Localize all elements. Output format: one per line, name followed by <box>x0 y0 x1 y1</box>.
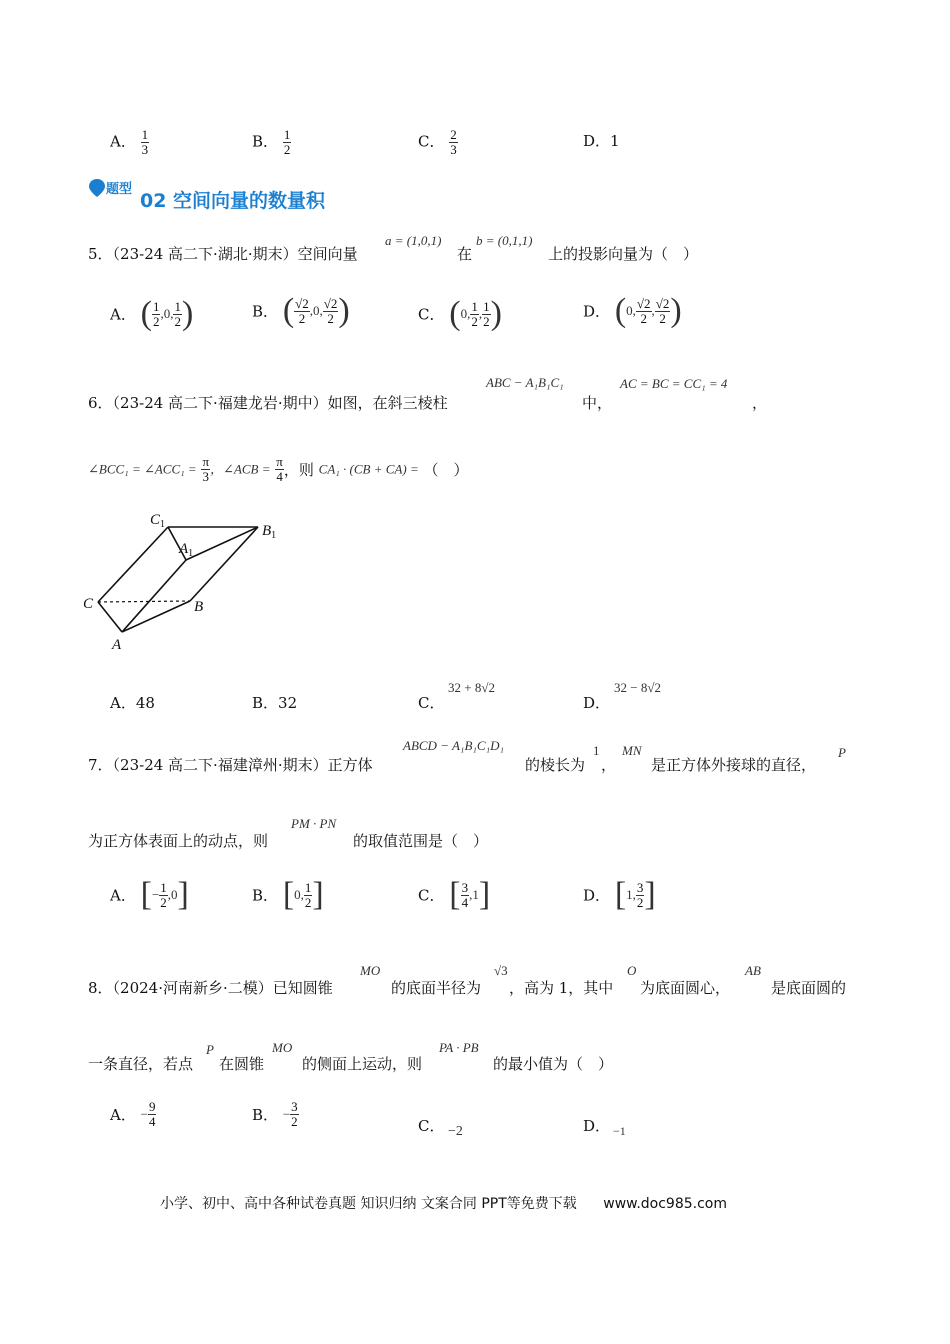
q5-option-c: C． (0, $\frac{1}{2}$ , $\frac{1}{2}$ ) <box>418 295 502 332</box>
option-label: A． <box>110 1106 136 1124</box>
dot-product-expr: CA₁ · (CB + CA) = <box>318 461 419 477</box>
option-label: A． <box>110 132 136 151</box>
numerator: 1 <box>283 127 291 142</box>
numerator: √2 <box>636 295 651 311</box>
denominator: 4 <box>148 1114 156 1129</box>
q7-option-c: C． [ $\frac{3}{4}$ ,1] <box>418 876 491 913</box>
bound: 1 <box>472 887 479 902</box>
fraction <box>449 128 458 157</box>
numerator: 3 <box>461 879 469 895</box>
option-value: 32 − 8√2 <box>614 680 661 695</box>
option-label: D． <box>583 694 611 712</box>
numerator: 2 <box>450 127 457 142</box>
denominator: 2 <box>471 313 478 329</box>
coordinate: 0 <box>163 306 171 321</box>
q6-option-a <box>110 692 155 713</box>
question-text: 为底面圆心， <box>640 979 731 997</box>
footer-link[interactable]: www.doc985.com <box>603 1196 727 1212</box>
option-value: 32 <box>278 694 298 712</box>
q8-option-a <box>110 1100 156 1129</box>
option-label: C． <box>418 886 445 905</box>
numerator: 1 <box>152 298 160 314</box>
edge-length: 1 <box>593 743 600 758</box>
question-text: ，高为 1，其中 <box>509 979 614 997</box>
location-pin-icon <box>88 178 106 198</box>
denominator: 2 <box>483 313 490 329</box>
numerator: 1 <box>483 298 490 314</box>
answer-blank: （ ） <box>423 461 469 479</box>
question-text: 的侧面上运动，则 <box>302 1055 423 1073</box>
question-text: 的棱长为 <box>525 756 586 774</box>
q8-option-b <box>252 1100 299 1129</box>
q6-option-b <box>252 692 297 713</box>
coordinate: 0 <box>626 303 633 318</box>
bound: 1 <box>626 887 633 902</box>
option-label: C． <box>418 694 445 712</box>
denominator: 2 <box>636 894 644 910</box>
question-text: 在 <box>457 245 473 263</box>
numerator: 1 <box>141 127 149 142</box>
denominator: 3 <box>450 142 457 157</box>
q7-option-a: A． [− $\frac{1}{2}$ ,0] <box>110 876 189 913</box>
q4-option-c <box>418 128 458 157</box>
q7-option-b: B． [0, $\frac{1}{2}$ ] <box>252 876 324 913</box>
denominator: 2 <box>659 310 666 326</box>
denominator: 2 <box>174 313 181 329</box>
dot-product-expr: PM · PN <box>291 816 337 831</box>
option-label: C． <box>418 305 445 324</box>
option-label: B． <box>252 886 279 905</box>
numerator: π <box>276 454 283 469</box>
coordinate: 0 <box>313 303 320 318</box>
q4-option-a <box>110 128 149 157</box>
option-label: B． <box>252 302 279 321</box>
option-label: D． <box>583 302 611 321</box>
minus-sign: − <box>282 1106 291 1122</box>
q6-option-d <box>583 692 610 713</box>
denominator: 2 <box>304 894 312 910</box>
question-text: ， <box>601 756 617 774</box>
angle-expr: ∠BCC₁ = ∠ACC₁ = <box>88 461 197 477</box>
question-text: 上的投影向量为（ ） <box>548 245 699 263</box>
q4-option-d <box>583 130 620 151</box>
angle-expr: ，∠ACB = <box>210 461 271 477</box>
question-text: 的底面半径为 <box>391 979 482 997</box>
q8-option-d <box>583 1115 610 1136</box>
denominator: 3 <box>202 469 209 484</box>
fraction <box>283 128 292 157</box>
question-5 <box>88 243 358 264</box>
denominator: 2 <box>283 142 291 157</box>
option-label: A． <box>110 305 136 324</box>
numerator: 1 <box>174 298 181 314</box>
label-b: B <box>194 599 204 615</box>
condition-expr: AC = BC = CC₁ = 4 <box>620 376 728 391</box>
prism-label: ABC − A₁B₁C₁ <box>486 375 564 390</box>
vector-b: b = (0,1,1) <box>476 233 533 248</box>
numerator: 1 <box>304 879 312 895</box>
denominator: 2 <box>291 1114 298 1129</box>
radius-value: √3 <box>494 963 508 978</box>
numerator: π <box>202 454 210 469</box>
option-label: B． <box>252 1106 279 1124</box>
question-text: ，则 <box>283 461 314 479</box>
label-c: C <box>83 596 94 612</box>
question-text: 的取值范围是（ ） <box>353 832 489 850</box>
option-label: C． <box>418 132 445 151</box>
numerator: 3 <box>636 879 644 895</box>
prism-figure <box>80 505 290 655</box>
question-text: 是底面圆的 <box>771 979 847 997</box>
option-label: D． <box>583 886 611 905</box>
option-label: A． <box>110 694 136 712</box>
cone-label: MO <box>360 963 381 978</box>
numerator: 9 <box>148 1099 156 1114</box>
q8-option-c <box>418 1115 444 1136</box>
question-8-text: 8．（2024·河南新乡·二模）已知圆锥 <box>88 979 333 997</box>
question-text: 一条直径，若点 <box>88 1055 194 1073</box>
option-label: D． <box>583 1117 611 1135</box>
cube-label: ABCD − A₁B₁C₁D₁ <box>403 738 504 753</box>
numerator: 3 <box>291 1099 298 1114</box>
denominator: 2 <box>298 310 306 326</box>
question-text: 5．（23-24 高二下·湖北·期末）空间向量 <box>88 245 358 263</box>
option-value: 1 <box>610 132 620 150</box>
option-label: C． <box>418 1117 445 1135</box>
vector-a <box>385 233 441 249</box>
question-text: 中， <box>582 394 613 412</box>
denominator: 2 <box>160 894 167 910</box>
cone-label: MO <box>272 1040 293 1055</box>
option-value: 48 <box>135 694 155 712</box>
point-label: P <box>838 745 846 760</box>
label-c1: $C_1$ <box>150 512 166 530</box>
segment-label: MN <box>622 743 642 758</box>
bound: 0 <box>294 887 301 902</box>
page-footer <box>160 1193 727 1213</box>
minus-sign: − <box>140 1106 148 1122</box>
segment-label: AB <box>745 963 761 978</box>
footer-text: 小学、初中、高中各种试卷真题 知识归纳 文案合同 PPT等免费下载 <box>160 1196 577 1212</box>
question-text: 在圆锥 <box>219 1055 265 1073</box>
numerator: √2 <box>295 295 309 311</box>
option-value: −2 <box>448 1124 463 1139</box>
option-value: −1 <box>613 1124 626 1138</box>
label-a: A <box>112 637 122 653</box>
q4-option-b <box>252 128 291 157</box>
denominator: 2 <box>152 313 160 329</box>
bound: 0 <box>171 887 178 902</box>
option-label: D． <box>583 132 611 150</box>
numerator: 1 <box>471 298 478 314</box>
coordinate: 0 <box>460 306 468 321</box>
point-label: O <box>627 963 637 978</box>
q5-option-a: A． ( $\frac{1}{2}$ ,0, $\frac{1}{2}$ ) <box>110 295 194 332</box>
option-value: 32 + 8√2 <box>448 680 495 695</box>
denominator: 2 <box>327 310 334 326</box>
dot-product-expr: PA · PB <box>439 1040 479 1055</box>
option-label: A． <box>110 886 136 905</box>
section-title: 02 空间向量的数量积 <box>140 190 326 212</box>
section-badge: 题型 <box>106 182 133 197</box>
math-expr: a = (1,0,1) <box>385 233 442 248</box>
label-b1: $B_1$ <box>262 523 277 541</box>
label-a1: $A_1$ <box>179 541 194 559</box>
question-text: ， <box>752 394 768 412</box>
question-text: 为正方体表面上的动点，则 <box>88 832 269 850</box>
minus-sign: − <box>151 887 160 902</box>
question-6-line-2 <box>88 455 469 484</box>
q7-option-d: D． [1, $\frac{3}{2}$ ] <box>583 876 656 913</box>
denominator: 4 <box>461 894 469 910</box>
option-label: B． <box>252 694 279 712</box>
question-text: 的最小值为（ ） <box>493 1055 614 1073</box>
numerator: √2 <box>323 295 338 311</box>
numerator: 1 <box>160 879 167 895</box>
question-text: 是正方体外接球的直径， <box>651 756 817 774</box>
q6-option-c <box>418 692 444 713</box>
q5-option-b: B． ( $\frac{√2}{2}$ ,0, $\frac{√2}{2}$ ) <box>252 292 350 329</box>
point-label: P <box>206 1042 214 1057</box>
option-label: B． <box>252 132 279 151</box>
denominator: 2 <box>640 310 647 326</box>
denominator: 3 <box>141 142 149 157</box>
numerator: √2 <box>655 295 670 311</box>
question-6-text: 6．（23-24 高二下·福建龙岩·期中）如图，在斜三棱柱 <box>88 394 448 412</box>
denominator: 4 <box>276 469 283 484</box>
question-7-text: 7．（23-24 高二下·福建漳州·期末）正方体 <box>88 756 373 774</box>
q5-option-d: D． (0, $\frac{√2}{2}$ , $\frac{√2}{2}$ ) <box>583 292 682 329</box>
fraction <box>141 128 150 157</box>
